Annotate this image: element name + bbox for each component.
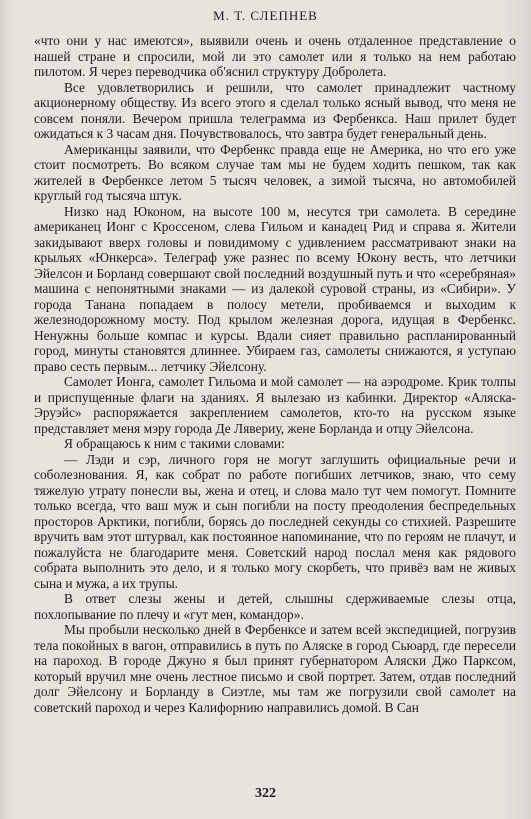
speech-paragraph: — Лэди и сэр, личного горя не могут заглушить официальные речи и соболезнования. Я, как собрат по работе погибших летчиков, знаю, что сему тяжелую утрату понесли вы, жена и отец, и слова мало тут чем помогут. Помните только всегда, что ваш муж и сын погибли на посту преодоления беспредельных просторов Арктики, погибли, борясь до последней секунды со стихией. Разрешите вручить вам этот штурвал, как постоянное напоминание, что по героям не плачут, и пожалуйста не благодарите меня. Советский народ послал меня как рядового собрата выполнить это дело, и я только могу скорбеть, что привёз вам не живых сына и мужа, а их трупы. — [34, 451, 516, 591]
paragraph: В ответ слезы жены и детей, слышны сдерживаемые слезы отца, похлопывание по плечу и «гут мен, командор». — [34, 591, 516, 622]
paragraph: Мы пробыли несколько дней в Фербенксе и затем всей экспедицией, погрузив тела покойных в вагон, отправились в путь по Аляске в город Сьюард, где пересели на пароход. В городе Джуно я был принят губернатором Аляски Джо Парксом, который вручил мне очень лестное письмо и свой портрет. Затем, отдав последний долг Эйелсону и Борланду в Сиэтле, мы там же погрузили свой самолет на советский пароход и через Калифорнию направились домой. В Сан — [34, 622, 516, 715]
paragraph: Низко над Юконом, на высоте 100 м, несутся три самолета. В середине американец Ионг с Кроссеном, слева Гильом и канадец Рид и справа я. Жители закидывают вверх головы и повидимому с удивлением рассматривают знаки на крыльях «Юнкерса». Телеграф уже разнес по всему Юкону весть, что летчики Эйелсон и Борланд совершают свой последний воздушный путь и что «серебряная» машина с непонятными знаками — из далекой суровой страны, из «Сибири». У города Танана попадаем в полосу метели, пробиваемся и выходим к железнодорожному мосту. Под крылом железная дорога, идущая в Фербенкс. Ненужны больше компас и курсы. Вдали сияет правильно распланированный город, минуты становятся длиннее. Убираем газ, самолеты снижаются, я уступаю право сесть первым... летчику Эйелсону. — [34, 203, 516, 374]
paragraph: Все удовлетворились и решили, что самолет принадлежит частному акционерному обществу. Из всего этого я сделал только ясный вывод, что меня не совсем поняли. Вечером пришла телеграмма из Фербенкса. Наш прилет будет ожидаться к 3 часам дня. Почувствовалось, что завтра будет генеральный день. — [34, 79, 516, 141]
body-text — [34, 33, 516, 715]
paragraph: Я обращаюсь к ним с такими словами: — [64, 436, 285, 451]
paragraph: Самолет Ионга, самолет Гильома и мой самолет — на аэродроме. Крик толпы и приспущенные флаги на зданиях. Я вылезаю из кабинки. Директор «Аляска-Эруэйс» распоряжается закреплением самолетов, кто-то на русском языке представляет меня мэру города Де Лявериу, жене Борланда и отцу Эйелсона. — [34, 374, 516, 436]
paragraph: «что они у нас имеются», выявили очень и очень отдаленное представление о нашей стране и спросили, мой ли это самолет или я только на нем работаю пилотом. Я через переводчика об'яснил структуру Добролета. — [34, 33, 516, 79]
running-header: М. Т. СЛЕПНЕВ — [213, 8, 318, 23]
page-number: 322 — [255, 786, 276, 801]
paragraph: Американцы заявили, что Фербенкс правда еще не Америка, но что его уже стоит посмотреть. Во всяком случае там мы не будем ходить пешком, так как жителей в Фербенксе летом 5 тысяч человек, а зимой тысяча, но автомобилей круглый год тысяча штук. — [34, 141, 516, 203]
